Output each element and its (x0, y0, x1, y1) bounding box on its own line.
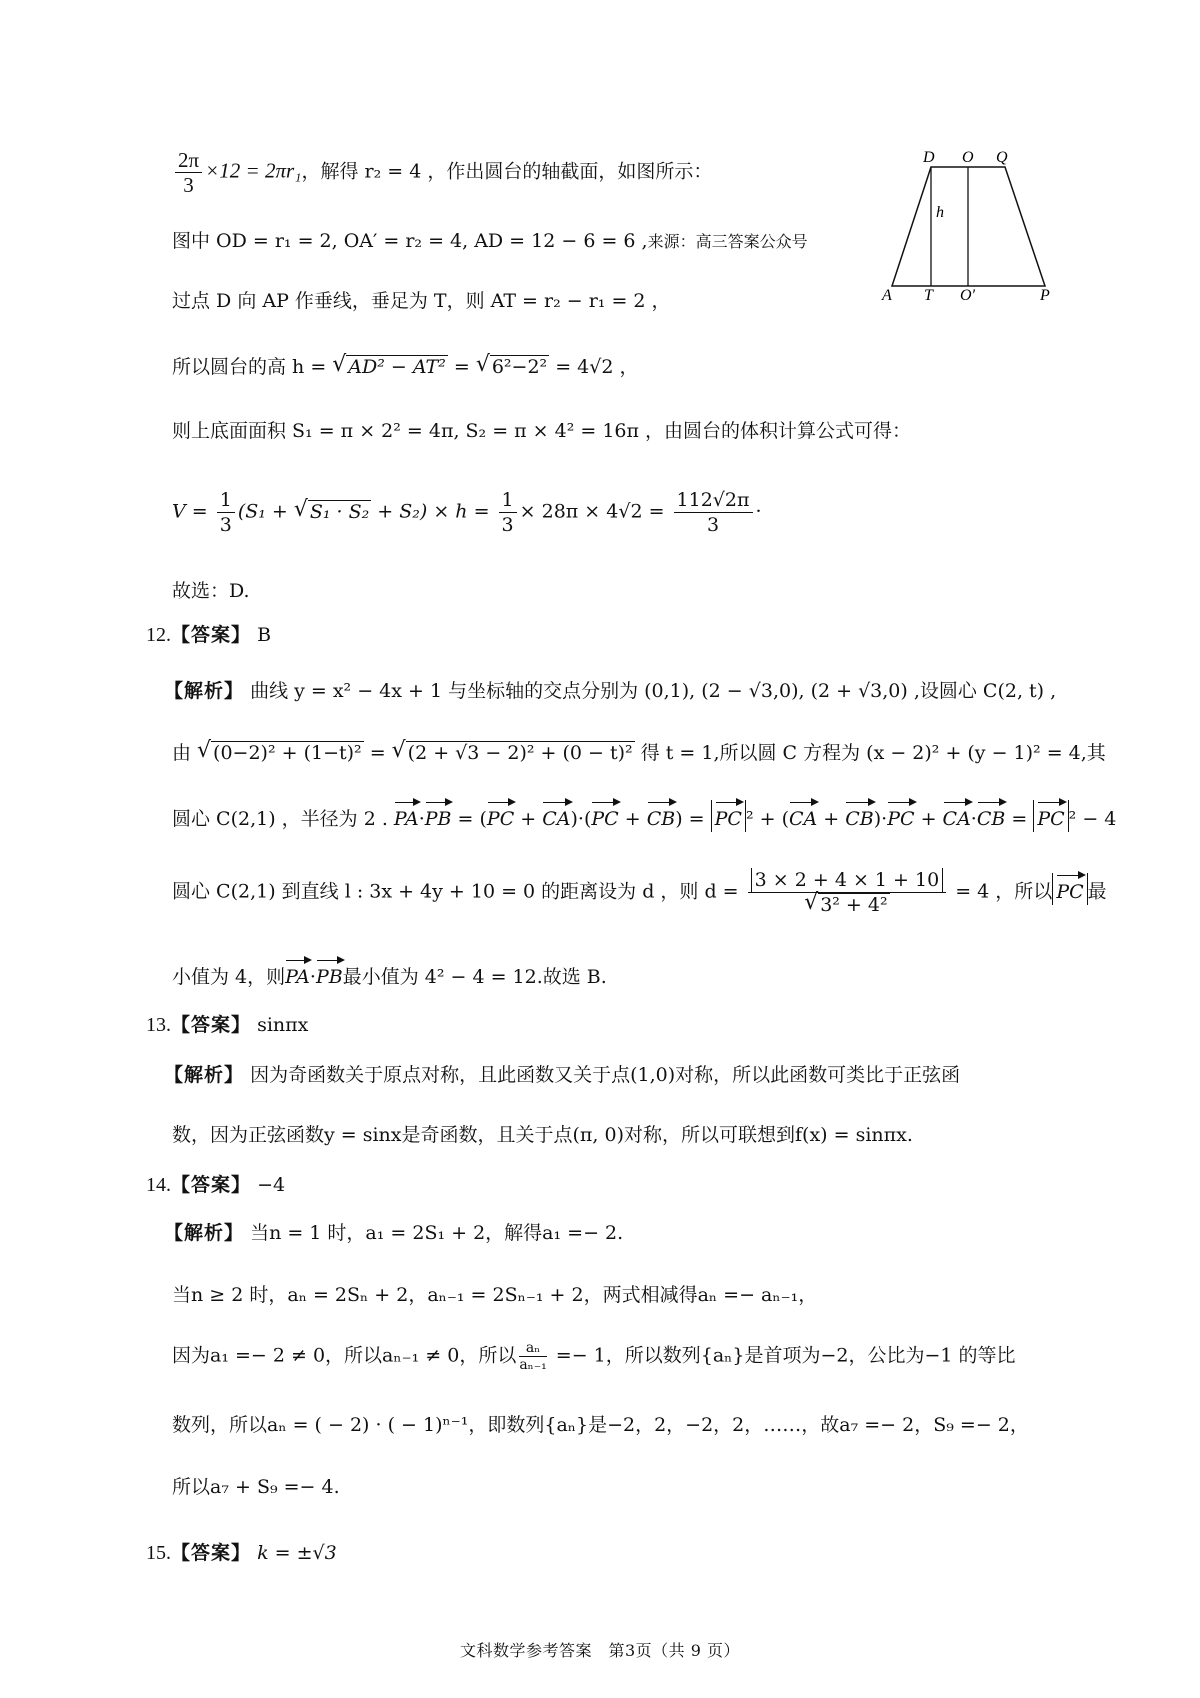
q11-line-4: 所以圆台的高 h = √ AD² − AT² = √ 6²−2² = 4√2 ， (172, 354, 639, 380)
q12-answer-line: 12.【答案】 B (146, 624, 272, 646)
q11-line-2: 图中 OD = r₁ = 2, OA′ = r₂ = 4, AD = 12 − 6 = 6 ,来源：高三答案公众号 (172, 230, 808, 252)
page-footer: 文科数学参考答案 第3页（共 9 页） (459, 1641, 741, 1660)
label-O: O (962, 150, 974, 166)
q15-answer-line: 15.【答案】 k = ±√3 (146, 1542, 337, 1564)
source-note: 来源：高三答案公众号 (647, 232, 808, 251)
q13-analysis-line-1: 【解析】 因为奇函数关于原点对称，且此函数又关于点(1,0)对称，所以此函数可类比于正弦函 (164, 1064, 961, 1086)
label-Q: Q (996, 150, 1008, 166)
q11-line-5: 则上底面面积 S₁ = π × 2² = 4π, S₂ = π × 4² = 16π ，由圆台的体积计算公式可得： (172, 420, 912, 442)
q12-line-5: 小值为 4，则PA·PB最小值为 4² − 4 = 12.故选 B. (172, 958, 607, 990)
q14-line-2: 当n ≥ 2 时，aₙ = 2Sₙ + 2，aₙ₋₁ = 2Sₙ₋₁ + 2，两式相减得aₙ =− aₙ₋₁， (172, 1284, 818, 1306)
q14-line-3: 因为a₁ =− 2 ≠ 0，所以aₙ₋₁ ≠ 0，所以 $\frac{\text{aₙ}}{\text{aₙ₋₁}}$ =− 1，所以数列{aₙ}是首项为−2，公比为−1 的等比 (172, 1340, 1016, 1373)
q14-line-4: 数列，所以aₙ = ( − 2) · ( − 1)ⁿ⁻¹，即数列{aₙ}是−2，2，−2，2，……，故a₇ =− 2，S₉ =− 2， (172, 1414, 1029, 1436)
q14-line-5: 所以a₇ + S₉ =− 4. (172, 1476, 340, 1498)
q11-volume-formula: V = $\frac{1}{3}$ (S₁ + √ S₁ · S₂ + S₂) × h = $\frac{1}{3}$ × 28π × 4√2 = $\frac{112√2\pi}{3}$ · (172, 488, 762, 537)
q14-answer-line: 14.【答案】 −4 (146, 1174, 286, 1196)
q14-analysis-line-1: 【解析】 当n = 1 时，a₁ = 2S₁ + 2，解得a₁ =− 2. (164, 1222, 624, 1244)
label-A: A (882, 287, 892, 300)
frustum-cross-section-figure (880, 150, 1060, 300)
label-T: T (924, 287, 933, 300)
q12-line-4: 圆心 C(2,1) 到直线 l : 3x + 4y + 10 = 0 的距离设为 d ，则 d = 3 × 2 + 4 × 1 + 10 √ 3² + 4² = 4 ，所以 PC 最 (172, 868, 1107, 917)
label-h: h (936, 204, 944, 221)
q11-line-7: 故选：D. (172, 580, 250, 602)
label-P: P (1040, 287, 1050, 300)
q13-line-2: 数，因为正弦函数y = sinx是奇函数，且关于点(π, 0)对称，所以可联想到f(x) = sinπx. (172, 1124, 913, 1146)
q12-line-2: 由 √ (0−2)² + (1−t)² = √ (2 + √3 − 2)² + (0 − t)² 得 t = 1,所以圆 C 方程为 (x − 2)² + (y − 1)² = 4,其 (172, 740, 1106, 766)
fraction: $\frac{2\pi}{3}$ (175, 148, 202, 197)
q12-analysis-line-1: 【解析】 曲线 y = x² − 4x + 1 与坐标轴的交点分别为 (0,1), (2 − √3,0), (2 + √3,0) ,设圆心 C(2, t) , (164, 680, 1057, 702)
q11-line-3: 过点 D 向 AP 作垂线，垂足为 T，则 AT = r₂ − r₁ = 2 ， (172, 290, 671, 312)
q13-answer-line: 13.【答案】 sinπx (146, 1014, 309, 1036)
q12-line-3: 圆心 C(2,1) ，半径为 2 . PA·PB = (PC + CA)·(PC + CB) = PC ² + (CA + CB)·PC + CA·CB = PC ² − 4 (172, 800, 1116, 832)
label-D: D (923, 150, 935, 166)
label-O-prime: O′ (960, 287, 976, 300)
q11-line-1: $\frac{2\pi}{3}$ ×12 = 2πr₁，解得 r₂ = 4 ，作出圆台的轴截面，如图所示： (172, 148, 712, 197)
